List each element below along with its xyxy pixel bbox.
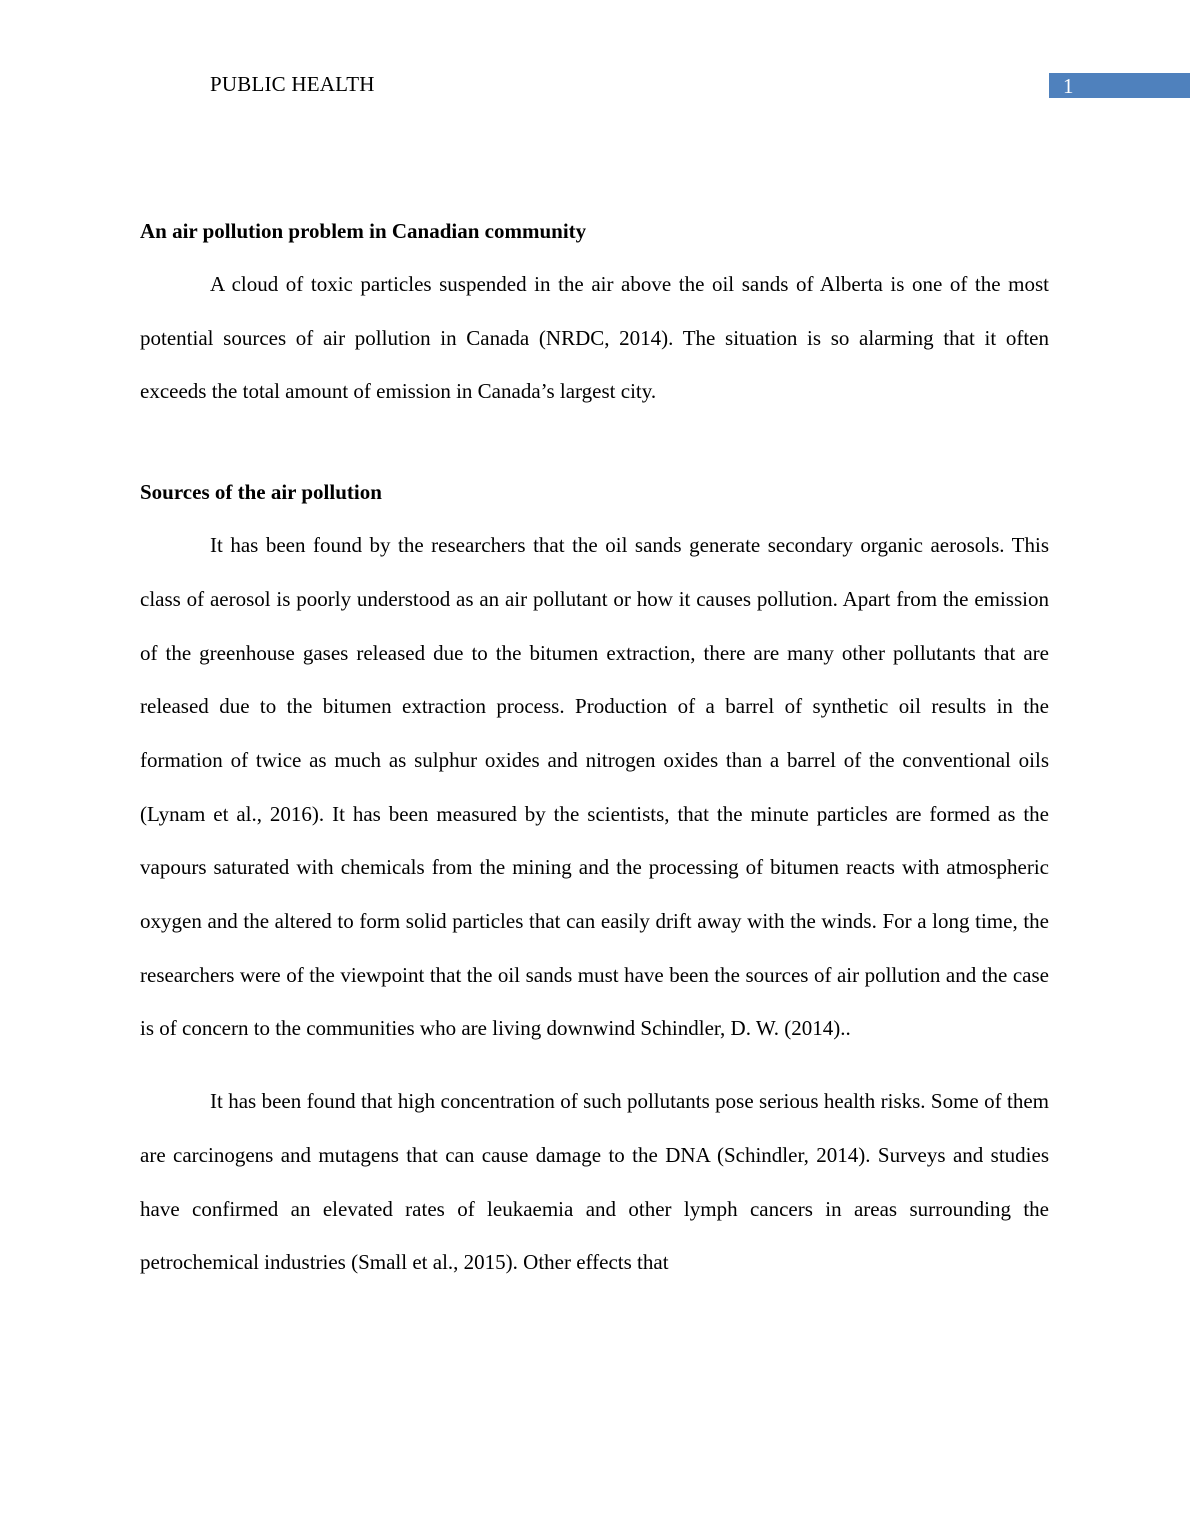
section-heading-air-pollution-problem: An air pollution problem in Canadian community <box>140 219 587 243</box>
running-head: PUBLIC HEALTH <box>210 72 375 96</box>
paragraph-air-pollution-problem: A cloud of toxic particles suspended in the air above the oil sands of Alberta is one of the most potential sources of air pollution in Canada (NRDC, 2014). The situation is so alarming that it often exceeds the total amount of emission in Canada’s largest city. <box>140 272 1049 404</box>
page-number: 1 <box>1063 74 1074 98</box>
section-spacer <box>140 419 1049 465</box>
document-body <box>140 204 1049 1290</box>
paragraph-sources-2: It has been found that high concentration of such pollutants pose serious health risks. Some of them are carcinogens and mutagens that can cause damage to the DNA (Schindler, 2014). Surveys and studies have confirmed an elevated rates of leukaemia and other lymph cancers in areas surrounding the petrochemical industries (Small et al., 2015). Other effects that <box>140 1089 1049 1275</box>
paragraph-spacer <box>140 1056 1049 1075</box>
page-number-box <box>1049 73 1190 98</box>
paragraph-sources-1: It has been found by the researchers that the oil sands generate secondary organic aerosols. This class of aerosol is poorly understood as an air pollutant or how it causes pollution. Apart from the emission of the greenhouse gases released due to the bitumen extraction, there are many other pollutants that are released due to the bitumen extraction process. Production of a barrel of synthetic oil results in the formation of twice as much as sulphur oxides and nitrogen oxides than a barrel of the conventional oils (Lynam et al., 2016). It has been measured by the scientists, that the minute particles are formed as the vapours saturated with chemicals from the mining and the processing of bitumen reacts with atmospheric oxygen and the altered to form solid particles that can easily drift away with the winds. For a long time, the researchers were of the viewpoint that the oil sands must have been the sources of air pollution and the case is of concern to the communities who are living downwind Schindler, D. W. (2014).. <box>140 533 1049 1041</box>
section-heading-sources: Sources of the air pollution <box>140 480 382 505</box>
